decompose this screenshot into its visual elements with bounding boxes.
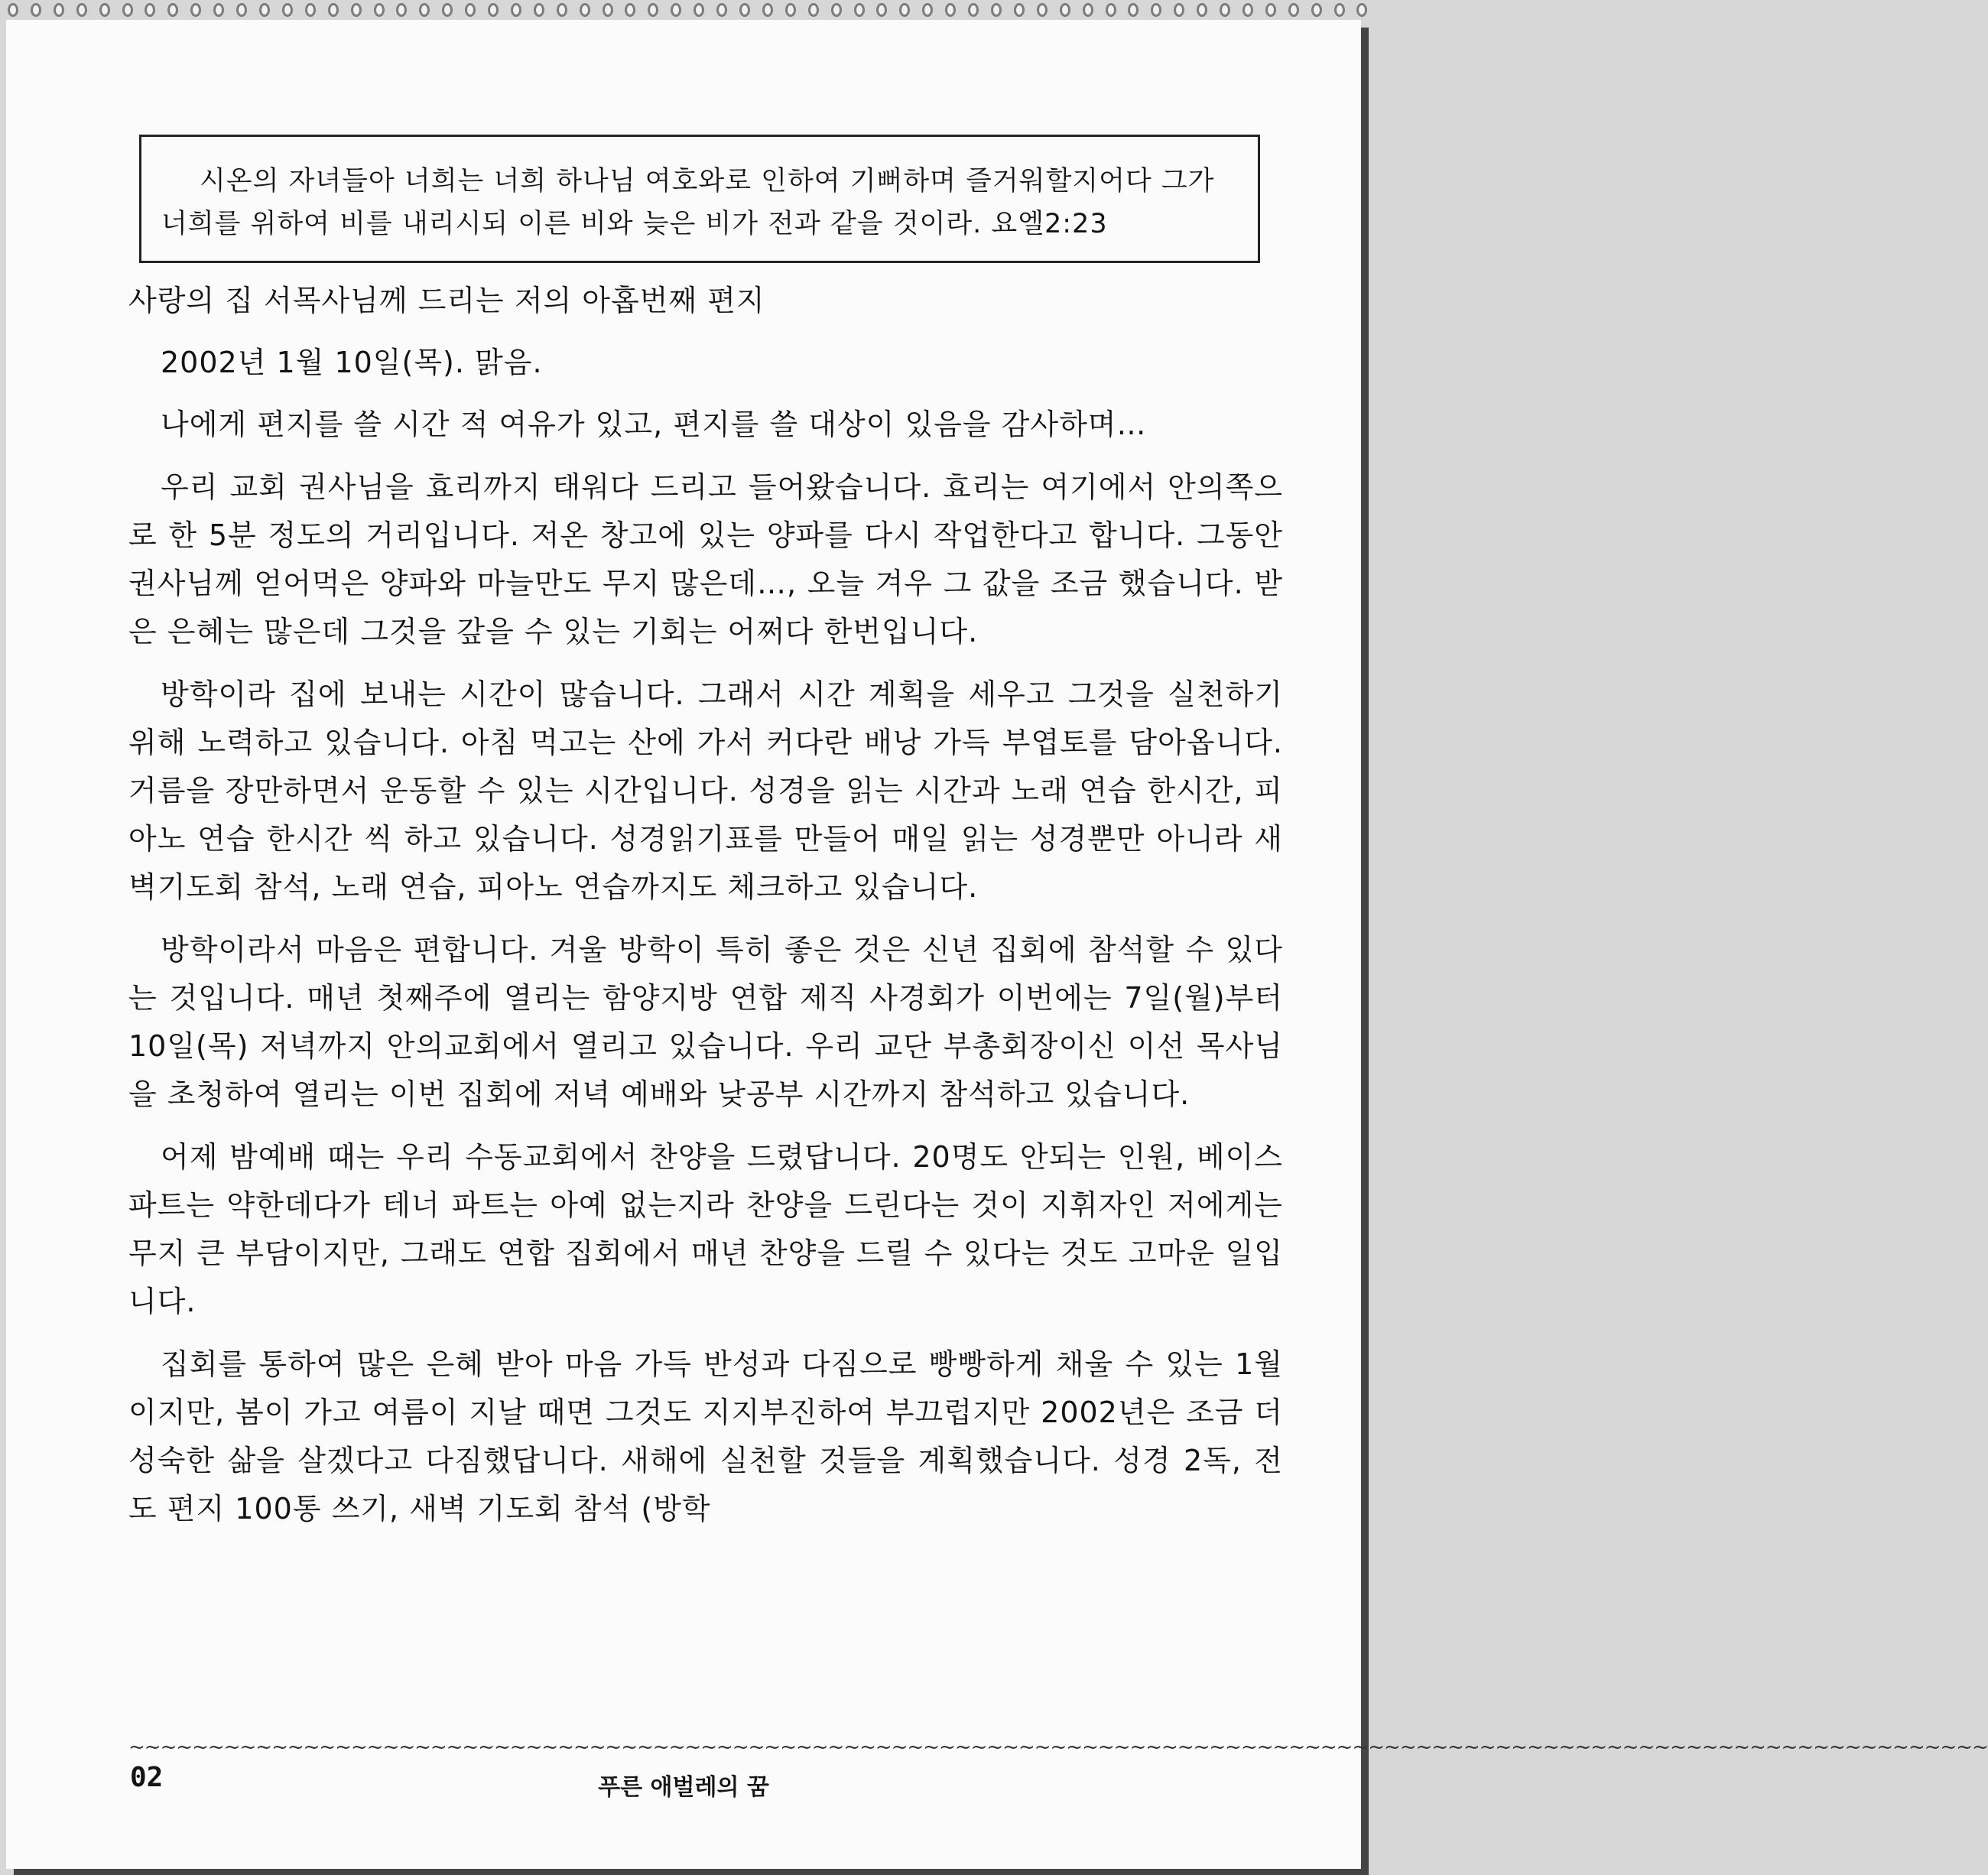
binder-ring (899, 3, 910, 17)
paragraph: 집회를 통하여 많은 은혜 받아 마음 가득 반성과 다짐으로 빵빵하게 채울 수 있는 1월이지만, 봄이 가고 여름이 지날 때면 그것도 지지부진하여 부끄럽지만 2002년은 조금 더 성숙한 삶을 살겠다고 다짐했답니다. 새해에 실천할 것들을 계획했습니다. 성경 2독, 전도 편지 100통 쓰기, 새벽 기도회 참석 (방학 (128, 1347, 1283, 1526)
binder-ring (442, 3, 453, 17)
paragraph: 어제 밤예배 때는 우리 수동교회에서 찬양을 드렸답니다. 20명도 안되는 인원, 베이스 파트는 약한데다가 테너 파트는 아예 없는지라 찬양을 드린다는 것이 지휘자인 저에게는 무지 큰 부담이지만, 그래도 연합 집회에서 매년 찬양을 드릴 수 있다는 것도 고마운 일입니다. (128, 1140, 1283, 1318)
binder-ring (488, 3, 499, 17)
binder-ring (831, 3, 842, 17)
binder-ring (1334, 3, 1345, 17)
binder-ring (511, 3, 521, 17)
binder-ring (1220, 3, 1230, 17)
binder-ring (762, 3, 773, 17)
binder-ring (190, 3, 201, 17)
binder-ring (305, 3, 316, 17)
binder-ring (236, 3, 247, 17)
binder-ring (1037, 3, 1048, 17)
paragraph: 나에게 편지를 쓸 시간 적 여유가 있고, 편지를 쓸 대상이 있음을 감사하며… (161, 408, 1147, 441)
binder-ring (694, 3, 704, 17)
binder-ring (603, 3, 613, 17)
binder-ring (968, 3, 979, 17)
binder-ring (739, 3, 750, 17)
binder-ring (1356, 3, 1367, 17)
binder-ring (259, 3, 270, 17)
binder-ring (1106, 3, 1116, 17)
binder-ring (213, 3, 224, 17)
binder-ring (854, 3, 865, 17)
binder-ring (922, 3, 933, 17)
paragraph: 우리 교회 권사님을 효리까지 태워다 드리고 들어왔습니다. 효리는 여기에서 안의쪽으로 한 5분 정도의 거리입니다. 저온 창고에 있는 양파를 다시 작업한다고 합니다. 그동안 권사님께 얻어먹은 양파와 마늘만도 무지 많은데…, 오늘 겨우 그 값을 조금 했습니다. 받은 은혜는 많은데 그것을 갚을 수 있는 기회는 어쩌다 한번입니다. (128, 470, 1283, 648)
page (6, 20, 1988, 1869)
binder-ring (31, 3, 41, 17)
binder-ring (808, 3, 819, 17)
binder-ring (1014, 3, 1025, 17)
binder-ring (419, 3, 430, 17)
letter-date: 2002년 1월 10일(목). 맑음. (161, 346, 543, 379)
footer-rule: ~~~~~~~~~~~~~~~~~~~~~~~~~~~~~~~~~~~~~~~~~~~~~~~~~~~~~~~~~~~~~~~~~~~~~~~~~~~~~~~~~~~~~~~~~~~~~~~~~~~~~~~~~~~~~~~~~~~~~ (128, 1736, 1988, 1759)
binder-ring (1288, 3, 1299, 17)
binder-ring (785, 3, 796, 17)
binder-ring (76, 3, 87, 17)
binder-ring (351, 3, 362, 17)
binder-ring (1083, 3, 1093, 17)
binder-ring (1311, 3, 1322, 17)
binder-ring (648, 3, 658, 17)
binder-ring (54, 3, 64, 17)
binder-ring (145, 3, 155, 17)
binder-ring (1151, 3, 1161, 17)
binder-ring (374, 3, 385, 17)
binder-ring (945, 3, 956, 17)
binder-ring (99, 3, 110, 17)
binder-ring (282, 3, 293, 17)
binder-ring (876, 3, 887, 17)
publication-title: 푸른 애벌레의 꿈 (598, 1774, 769, 1801)
page-number: 02 (130, 1762, 164, 1793)
binder-ring (534, 3, 544, 17)
binder-ring (1265, 3, 1276, 17)
paragraph: 방학이라 집에 보내는 시간이 많습니다. 그래서 시간 계획을 세우고 그것을 실천하기 위해 노력하고 있습니다. 아침 먹고는 산에 가서 커다란 배낭 가득 부엽토를 담아옵니다. 거름을 장만하면서 운동할 수 있는 시간입니다. 성경을 읽는 시간과 노래 연습 한시간, 피아노 연습 한시간 씩 하고 있습니다. 성경읽기표를 만들어 매일 읽는 성경뿐만 아니라 새벽기도회 참석, 노래 연습, 피아노 연습까지도 체크하고 있습니다. (128, 678, 1283, 904)
binder-ring (1174, 3, 1184, 17)
binder-ring (1242, 3, 1253, 17)
binder-ring (671, 3, 681, 17)
scripture-box (139, 135, 1260, 263)
binder-ring (1060, 3, 1070, 17)
binder-ring (167, 3, 178, 17)
scripture-verse: 시온의 자녀들아 너희는 너희 하나님 여호와로 인하여 기뻐하며 즐거워할지어다 그가 너희를 위하여 비를 내리시되 이른 비와 늦은 비가 전과 같을 것이라. 요엘2:23 (161, 166, 1215, 239)
binder-ring (465, 3, 476, 17)
binder-ring (8, 3, 18, 17)
binder-ring (122, 3, 133, 17)
binder-ring (1197, 3, 1207, 17)
paragraph: 방학이라서 마음은 편합니다. 겨울 방학이 특히 좋은 것은 신년 집회에 참석할 수 있다는 것입니다. 매년 첫째주에 열리는 함양지방 연합 제직 사경회가 이번에는 7일(월)부터 10일(목) 저녁까지 안의교회에서 열리고 있습니다. 우리 교단 부총회장이신 이선 목사님을 초청하여 열리는 이번 집회에 저녁 예배와 낮공부 시간까지 참석하고 있습니다. (128, 933, 1283, 1111)
binder-ring (1128, 3, 1139, 17)
letter-body (128, 277, 1283, 1533)
binder-ring (991, 3, 1002, 17)
binder-ring (580, 3, 590, 17)
binder-ring (557, 3, 567, 17)
letter-title: 사랑의 집 서목사님께 드리는 저의 아홉번째 편지 (128, 284, 765, 317)
binder-ring (716, 3, 727, 17)
binder-ring (328, 3, 339, 17)
binder-ring (625, 3, 635, 17)
binder-ring (396, 3, 407, 17)
